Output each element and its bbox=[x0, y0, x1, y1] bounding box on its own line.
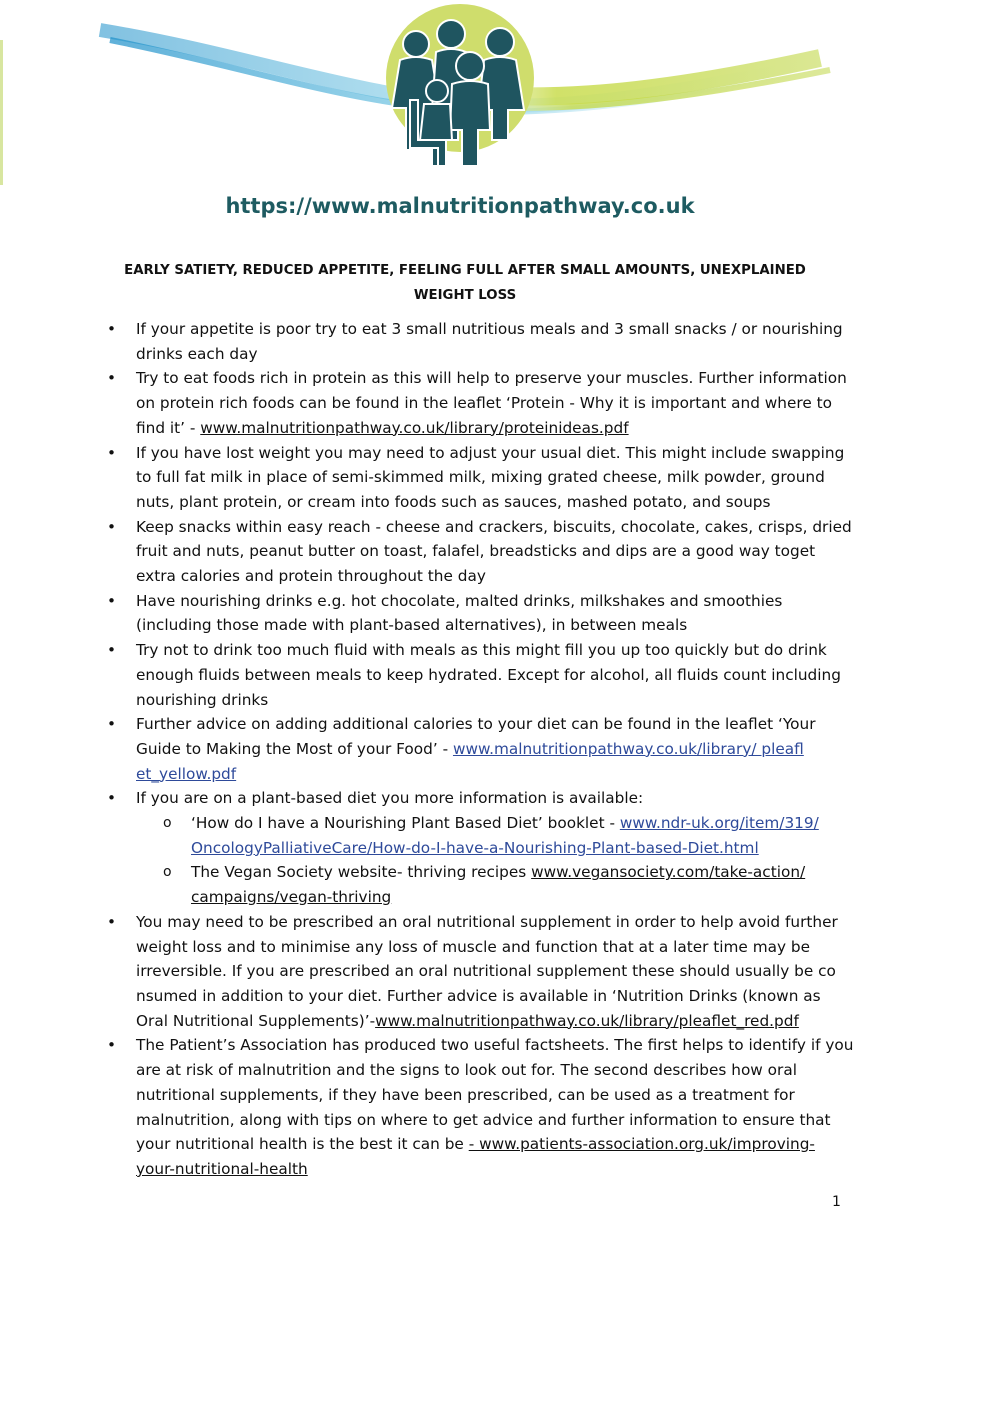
bullet-icon: • bbox=[107, 517, 117, 536]
item-text: The Patient’s Association has produced two useful factsheets. The first helps to identify if you are at risk of malnutrition and the signs to look out for. The second describes how oral nutritional supplements, if they have been prescribed, can be used as a treatment for malnutrition, along with tips on where to get advice and further information to ensure that your nutritional health is the best it can be bbox=[136, 1036, 854, 1154]
sub-item-text: The Vegan Society website- thriving recipes bbox=[191, 863, 532, 882]
list-item bbox=[0, 1033, 856, 1181]
item-text: Have nourishing drinks e.g. hot chocolate, malted drinks, milkshakes and smoothies (including those made with plant-based alternatives), in between meals bbox=[136, 591, 783, 635]
yellow-leaflet-link[interactable]: www.malnutritionpathway.co.uk/library/ pleafl et_yellow.pdf bbox=[136, 739, 804, 783]
list-item bbox=[0, 712, 856, 786]
bullet-icon: • bbox=[107, 443, 117, 462]
item-text: Keep snacks within easy reach - cheese and crackers, biscuits, chocolate, cakes, crisps, dried fruit and nuts, peanut butter on toast, falafel, breadsticks and dips are a good way toget extra calories and protein throughout the day bbox=[136, 517, 852, 586]
list-item bbox=[0, 786, 856, 811]
bullet-icon: • bbox=[107, 912, 117, 931]
list-item bbox=[0, 441, 856, 515]
red-leaflet-link[interactable]: www.malnutritionpathway.co.uk/library/pleaflet_red.pdf bbox=[375, 1011, 799, 1030]
item-text: If you have lost weight you may need to adjust your usual diet. This might include swapping to full fat milk in place of semi-skimmed milk, mixing grated cheese, milk powder, ground nuts, plant protein, or cream into foods such as sauces, mashed potato, and soups bbox=[136, 443, 845, 511]
page-number: 1 bbox=[832, 1194, 841, 1210]
circle-bullet-icon: o bbox=[163, 864, 172, 881]
site-url[interactable]: https://www.malnutritionpathway.co.uk bbox=[225, 194, 695, 218]
list-item bbox=[0, 910, 856, 1034]
sub-list-item bbox=[0, 811, 856, 860]
circle-bullet-icon: o bbox=[163, 815, 172, 832]
item-text: Try not to drink too much fluid with meals as this might fill you up too quickly but do drink enough fluids between meals to keep hydrated. Except for alcohol, all fluids count including nourishing drinks bbox=[136, 641, 841, 709]
item-text: If you are on a plant-based diet you more information is available: bbox=[136, 789, 644, 808]
sub-list-item bbox=[0, 860, 856, 909]
bullet-icon: • bbox=[107, 369, 117, 388]
list-item bbox=[0, 366, 856, 440]
logo bbox=[386, 4, 534, 166]
list-item bbox=[0, 638, 856, 712]
bullet-icon: • bbox=[107, 715, 117, 734]
bullet-icon: • bbox=[107, 789, 117, 808]
bullet-icon: • bbox=[107, 320, 117, 338]
item-text: Try to eat foods rich in protein as this will help to preserve your muscles. Further information on protein rich foods can be found in the leaflet ‘Protein - Why it is important and where to find it’ - bbox=[136, 369, 847, 437]
list-item bbox=[0, 515, 856, 589]
header-banner bbox=[0, 0, 1000, 185]
item-text: If your appetite is poor try to eat 3 small nutritious meals and 3 small snacks / or nourishing drinks each day bbox=[136, 320, 843, 363]
left-edge-stripe bbox=[0, 40, 3, 185]
list-item bbox=[0, 317, 856, 366]
bullet-icon: • bbox=[107, 1036, 117, 1055]
item-text: You may need to be prescribed an oral nutritional supplement in order to help avoid further weight loss and to minimise any loss of muscle and function that at a later time may be irreversible. If you are prescribed an oral nutritional supplement these should usually be co nsumed in addition to your diet. Further advice is available in ‘Nutrition Drinks (known as Oral Nutritional Supplements)’- bbox=[136, 912, 838, 1030]
protein-leaflet-link[interactable]: www.malnutritionpathway.co.uk/library/proteinideas.pdf bbox=[200, 418, 629, 437]
bullet-icon: • bbox=[107, 641, 117, 660]
patients-association-link[interactable]: - www.patients-association.org.uk/improving- your-nutritional-health bbox=[136, 1135, 815, 1178]
ndr-booklet-link[interactable]: www.ndr-uk.org/item/319/ OncologyPalliativeCare/How-do-I-have-a-Nourishing-Plant-based-Diet.html bbox=[191, 814, 819, 857]
page-title bbox=[100, 258, 830, 308]
title-line-1: EARLY SATIETY, REDUCED APPETITE, FEELING FULL AFTER SMALL AMOUNTS, UNEXPLAINED bbox=[124, 263, 806, 278]
vegan-society-link[interactable]: www.vegansociety.com/take-action/ campaigns/vegan-thriving bbox=[191, 863, 806, 907]
sub-item-text: ‘How do I have a Nourishing Plant Based Diet’ booklet - bbox=[191, 814, 620, 833]
title-line-2: WEIGHT LOSS bbox=[413, 288, 517, 303]
list-item bbox=[0, 589, 856, 638]
item-text: Further advice on adding additional calories to your diet can be found in the leaflet ‘Your Guide to Making the Most of your Food’ - bbox=[136, 715, 816, 758]
bullet-icon: • bbox=[107, 591, 117, 610]
advice-list bbox=[0, 317, 1000, 1182]
